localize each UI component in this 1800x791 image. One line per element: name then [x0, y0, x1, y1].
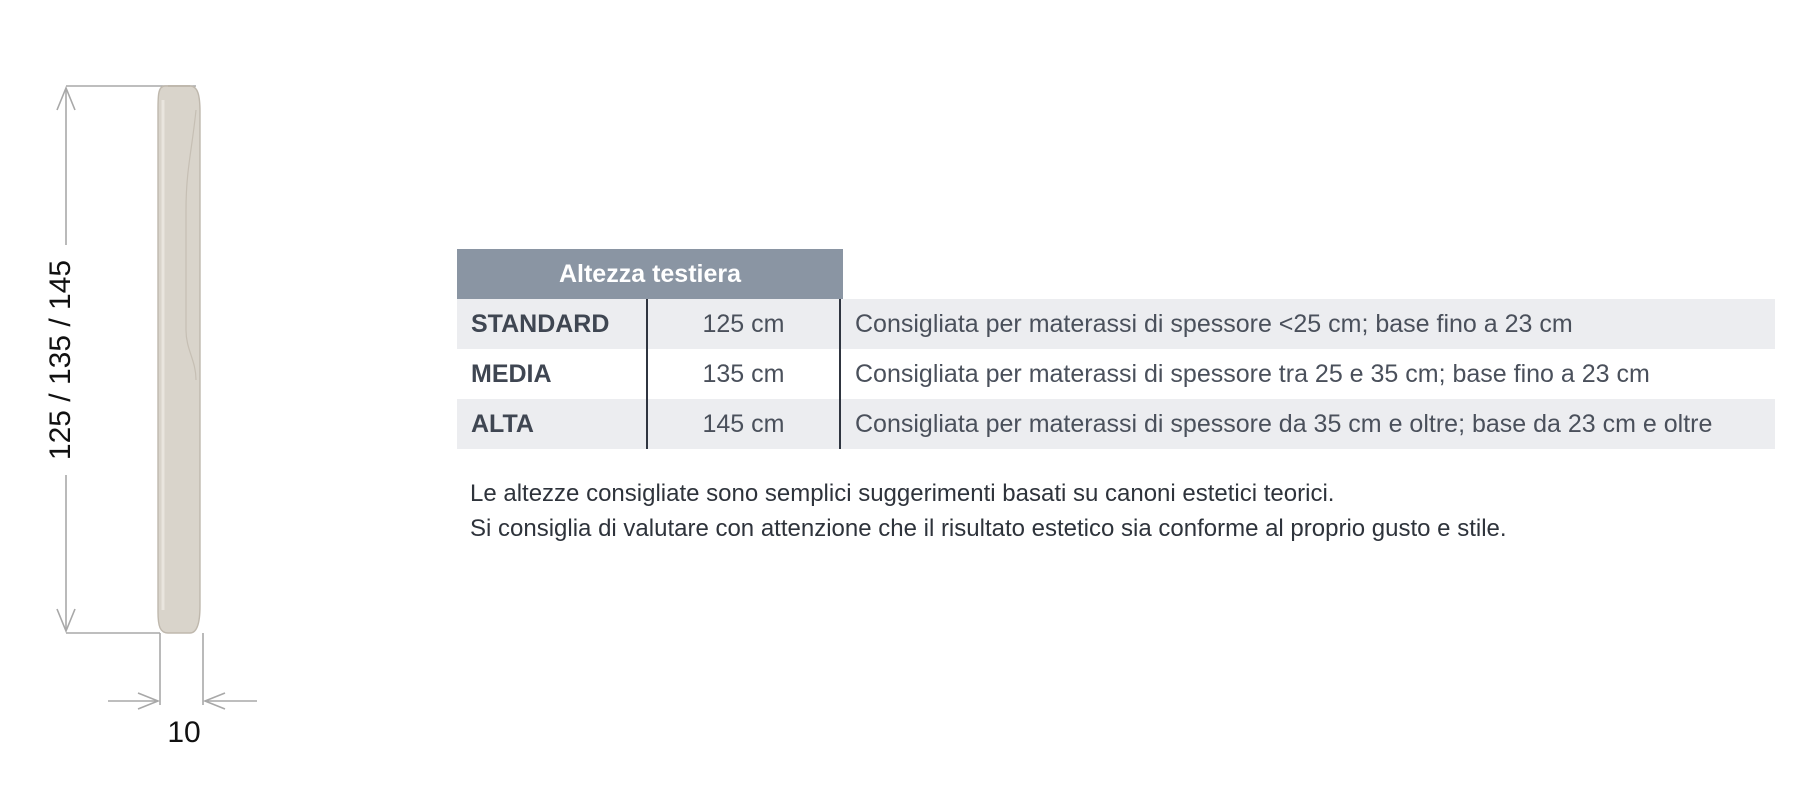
note-line: Le altezze consigliate sono semplici suggerimenti basati su canoni estetici teorici.	[470, 480, 1335, 507]
row-name: MEDIA	[457, 349, 648, 399]
recommendation-note	[470, 476, 1507, 546]
table-row-media	[457, 349, 1775, 399]
row-description: Consigliata per materassi di spessore tra 25 e 35 cm; base fino a 23 cm	[855, 359, 1650, 388]
table-row-alta	[457, 399, 1775, 449]
row-value: 125 cm	[648, 299, 841, 349]
note-line: Si consiglia di valutare con attenzione che il risultato estetico sia conforme al proprio gusto e stile.	[470, 515, 1507, 542]
row-description: Consigliata per materassi di spessore <25 cm; base fino a 23 cm	[855, 309, 1573, 338]
table-header: Altezza testiera	[457, 249, 843, 299]
row-value: 145 cm	[648, 399, 841, 449]
height-spec-table	[457, 249, 1775, 449]
row-value: 135 cm	[648, 349, 841, 399]
row-name: STANDARD	[457, 299, 648, 349]
width-dimension-line	[108, 633, 257, 709]
table-row-standard	[457, 299, 1775, 349]
headboard-panel	[158, 86, 200, 633]
height-dimension-label: 125 / 135 / 145	[44, 259, 77, 461]
row-name: ALTA	[457, 399, 648, 449]
row-description: Consigliata per materassi di spessore da 35 cm e oltre; base da 23 cm e oltre	[855, 409, 1713, 438]
width-dimension-label: 10	[167, 716, 201, 749]
